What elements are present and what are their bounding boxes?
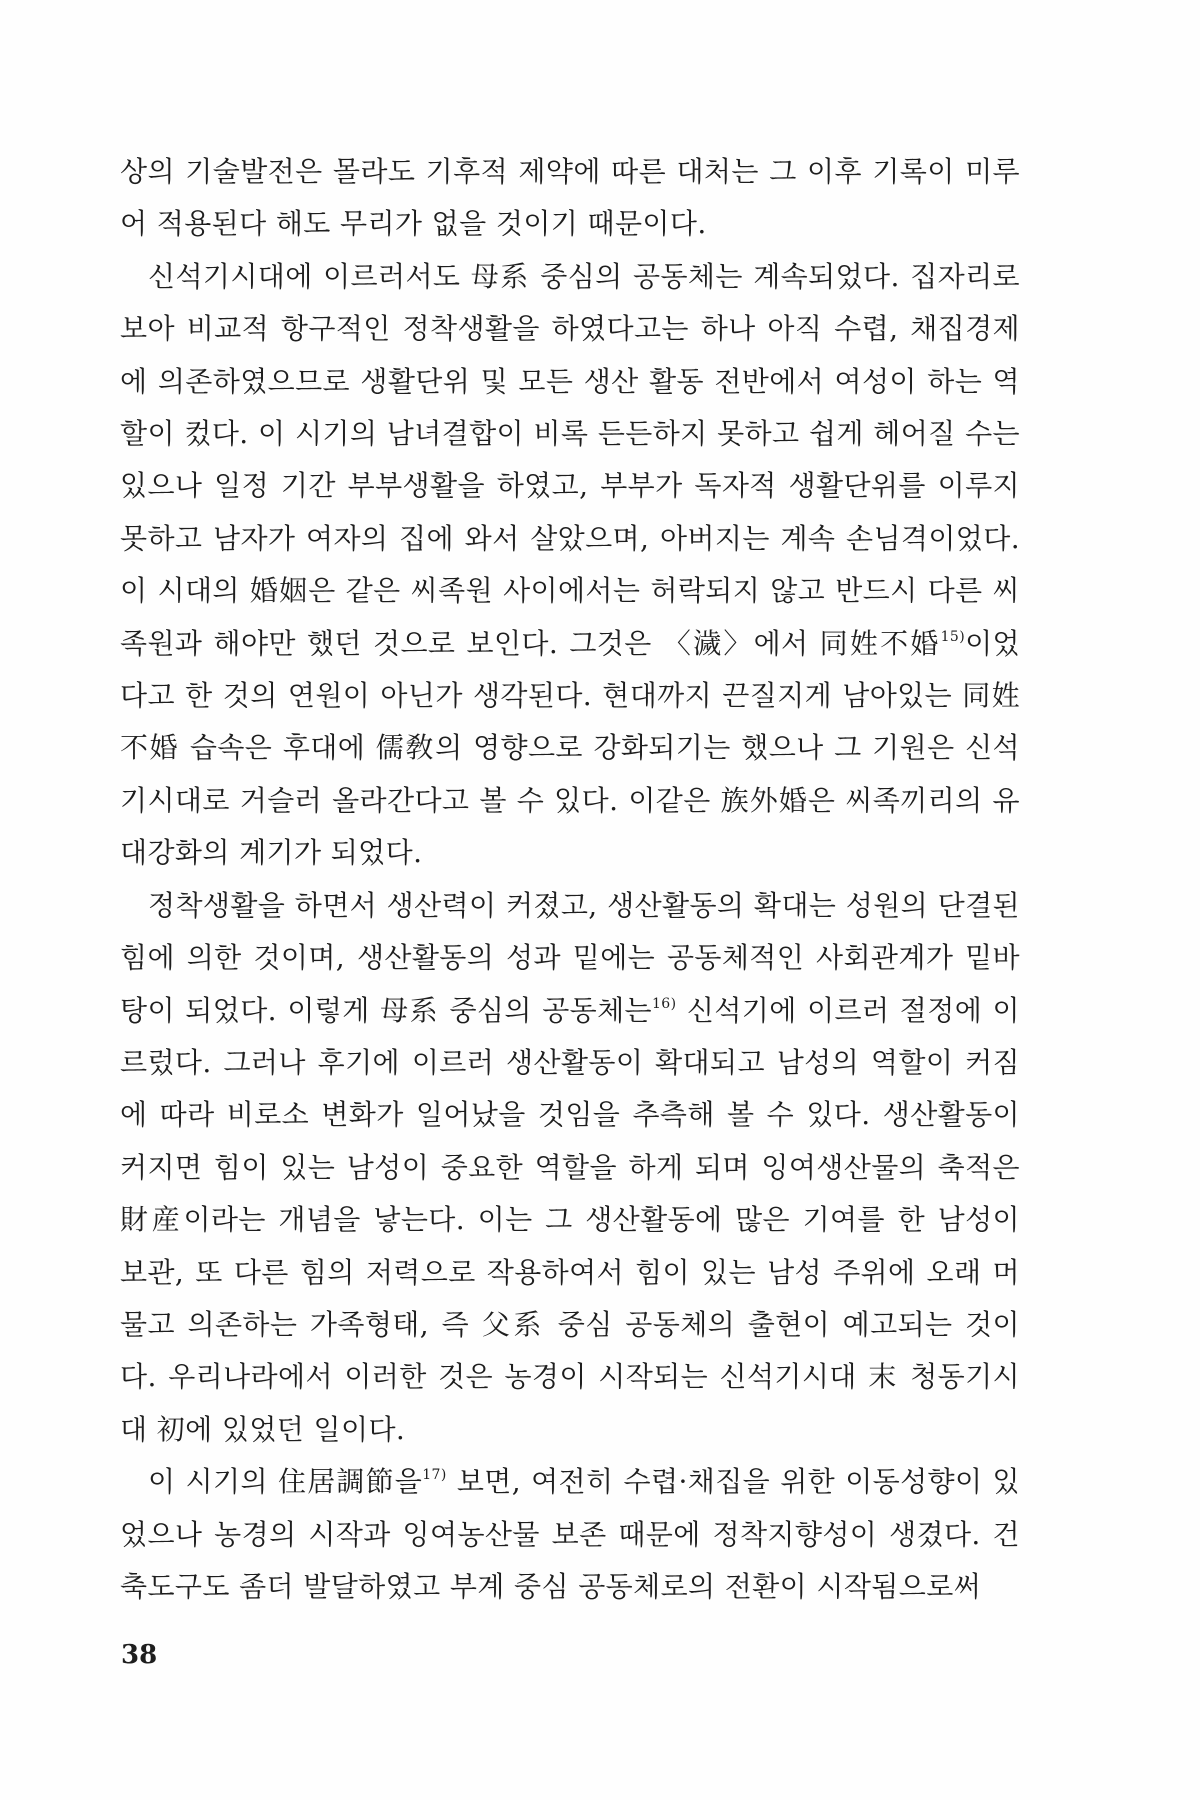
- body-text: [120, 146, 1020, 1613]
- paragraph-text: 이 시기의 住居調節을: [148, 1465, 423, 1499]
- paragraph-text: 정착생활을 하면서 생산력이 커졌고, 생산활동의 확대는 성원의 단결된 힘에 의한 것이며, 생산활동의 성과 밑에는 공동체적인 사회관계가 밑바탕이 되었다. 이렇게 母系 중심의 공동체는: [120, 888, 1020, 1027]
- paragraph: [120, 1456, 1020, 1613]
- footnote-marker: 16): [652, 995, 677, 1012]
- footnote-marker: 17): [422, 1467, 447, 1484]
- paragraph-text: 보면, 여전히 수렵·채집을 위한 이동성향이 있었으나 농경의 시작과 잉여농산물 보존 때문에 정착지향성이 생겼다. 건축도구도 좀더 발달하였고 부계 중심 공동체로의 전환이 시작됨으로써: [120, 1465, 1020, 1603]
- paragraph-text: 신석기시대에 이르러서도 母系 중심의 공동체는 계속되었다. 집자리로 보아 비교적 항구적인 정착생활을 하였다고는 하나 아직 수렵, 채집경제에 의존하였으므로 생활단위 및 모든 생산 활동 전반에서 여성이 하는 역할이 컸다. 이 시기의 남녀결합이 비록 든든하지 못하고 쉽게 헤어질 수는 있으나 일정 기간 부부생활을 하였고, 부부가 독자적 생활단위를 이루지 못하고 남자가 여자의 집에 와서 살았으며, 아버지는 계속 손님격이었다. 이 시대의 婚姻은 같은 씨족원 사이에서는 허락되지 않고 반드시 다른 씨족원과 해야만 했던 것으로 보인다. 그것은 〈濊〉에서 同姓不婚: [120, 259, 1020, 660]
- paragraph: [120, 880, 1020, 1456]
- paragraph-text: 상의 기술발전은 몰라도 기후적 제약에 따른 대처는 그 이후 기록이 미루어 적용된다 해도 무리가 없을 것이기 때문이다.: [120, 155, 1020, 241]
- paragraph: [120, 251, 1020, 880]
- footnote-marker: 15): [940, 628, 966, 645]
- paragraph-text: 이었다고 한 것의 연원이 아닌가 생각된다. 현대까지 끈질지게 남아있는 同姓不婚 습속은 후대에 儒敎의 영향으로 강화되기는 했으나 그 기원은 신석기시대로 거슬러 올라간다고 볼 수 있다. 이같은 族外婚은 씨족끼리의 유대강화의 계기가 되었다.: [120, 626, 1020, 870]
- page-number: 38: [121, 1640, 158, 1670]
- paragraph: [120, 146, 1020, 251]
- paragraph-text: 신석기에 이르러 절정에 이르렀다. 그러나 후기에 이르러 생산활동이 확대되고 남성의 역할이 커짐에 따라 비로소 변화가 일어났을 것임을 추측해 볼 수 있다. 생산활동이 커지면 힘이 있는 남성이 중요한 역할을 하게 되며 잉여생산물의 축적은 財産이라는 개념을 낳는다. 이는 그 생산활동에 많은 기여를 한 남성이 보관, 또 다른 힘의 저력으로 작용하여서 힘이 있는 남성 주위에 오래 머물고 의존하는 가족형태, 즉 父系 중심 공동체의 출현이 예고되는 것이다. 우리나라에서 이러한 것은 농경이 시작되는 신석기시대 末 청동기시대 初에 있었던 일이다.: [120, 993, 1020, 1446]
